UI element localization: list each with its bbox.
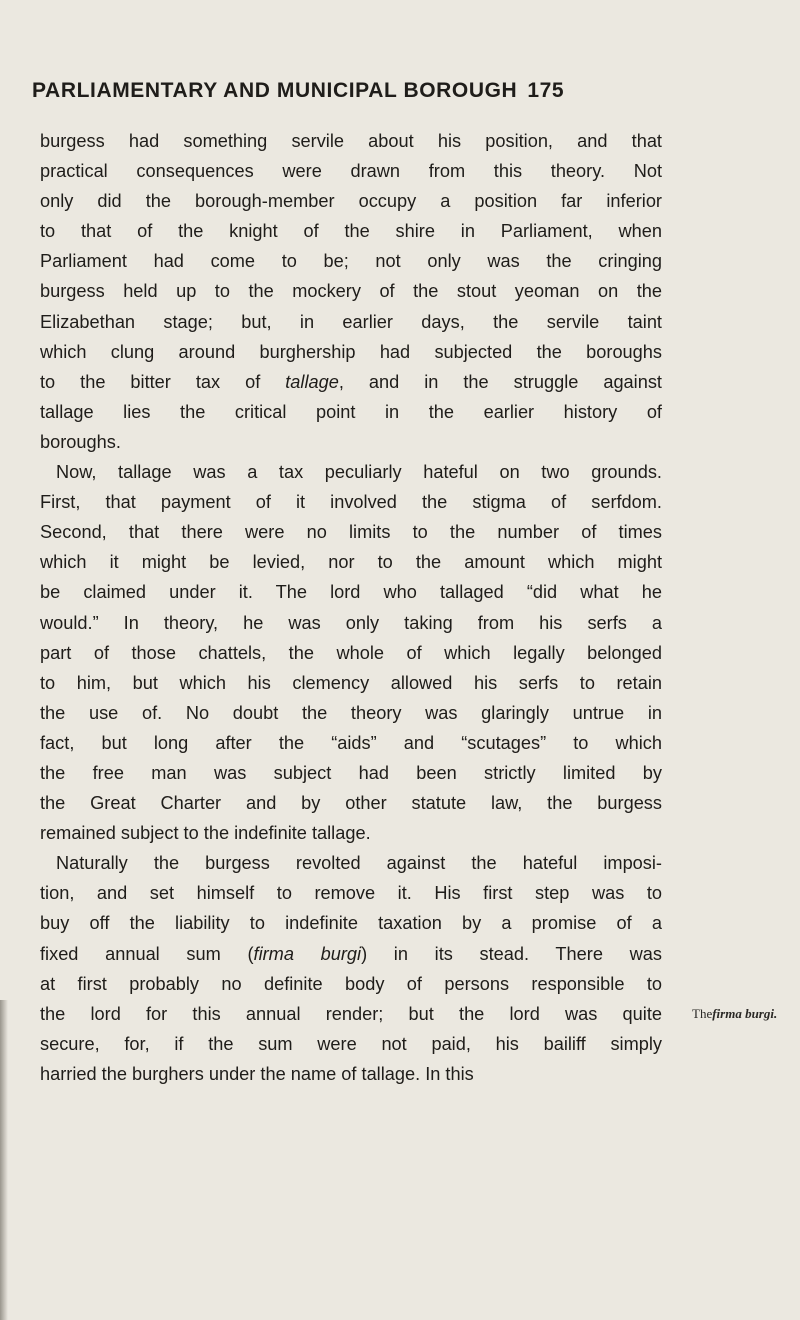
text-line: tallage lies the critical point in the earlier history of <box>40 401 662 422</box>
italic-term: tallage <box>285 371 339 392</box>
page-gutter-shadow <box>0 1000 8 1320</box>
text-line: which it might be levied, nor to the amount which might <box>40 552 662 573</box>
text-line: Second, that there were no limits to the number of times <box>40 522 662 543</box>
text-line <box>40 939 662 969</box>
text-line: Elizabethan stage; but, in earlier days, the servile taint <box>40 311 662 332</box>
running-head <box>32 78 784 104</box>
text-line: to him, but which his clemency allowed his serfs to retain <box>40 672 662 693</box>
text-line: the use of. No doubt the theory was glaringly untrue in <box>40 702 662 723</box>
text-line: secure, for, if the sum were not paid, his bailiff simply <box>40 1033 662 1054</box>
text-line: at first probably no definite body of persons responsible to <box>40 973 662 994</box>
text-line: burgess held up to the mockery of the stout yeoman on the <box>40 281 662 302</box>
italic-term: firma burgi <box>253 943 362 964</box>
text-line: remained subject to the indefinite tallage. <box>40 823 371 844</box>
text-line: buy off the liability to indefinite taxation by a promise of a <box>40 913 662 934</box>
text-line: burgess had something servile about his position, and that <box>40 131 662 151</box>
text-line: the lord for this annual render; but the lord was quite <box>40 1003 662 1024</box>
text-segment: , and in the struggle against <box>338 371 662 392</box>
text-line: to that of the knight of the shire in Parliament, when <box>40 221 662 242</box>
text-segment: fixed annual sum ( <box>40 943 254 964</box>
running-title: PARLIAMENTARY AND MUNICIPAL BOROUGH <box>32 79 518 102</box>
margin-note <box>692 1006 792 1022</box>
margin-note-term: firma burgi. <box>712 1006 778 1021</box>
text-line: First, that payment of it involved the stigma of serfdom. <box>40 492 662 513</box>
text-line: Parliament had come to be; not only was the cringing <box>40 251 662 272</box>
text-line: be claimed under it. The lord who tallaged “did what he <box>40 582 662 603</box>
text-line: which clung around burghership had subjected the boroughs <box>40 341 662 362</box>
text-segment: to the bitter tax of <box>40 371 286 392</box>
text-segment: ) in its stead. There was <box>361 943 662 964</box>
text-line: practical consequences were drawn from this theory. Not <box>40 161 662 182</box>
text-line: tion, and set himself to remove it. His first step was to <box>40 883 662 904</box>
page-number: 175 <box>527 79 565 102</box>
text-line: the free man was subject had been strictly limited by <box>40 762 662 783</box>
text-line: part of those chattels, the whole of which legally belonged <box>40 642 662 663</box>
text-line: would.” In theory, he was only taking from his serfs a <box>40 612 662 633</box>
text-line: boroughs. <box>40 431 121 452</box>
text-line <box>40 367 662 397</box>
text-line: the Great Charter and by other statute law, the burgess <box>40 793 662 814</box>
margin-note-prefix: The <box>692 1006 713 1021</box>
text-line: Naturally the burgess revolted against the hateful imposi- <box>56 853 662 874</box>
body-text <box>40 126 662 1089</box>
text-line: harried the burghers under the name of tallage. In this <box>40 1063 474 1084</box>
text-line: only did the borough-member occupy a position far inferior <box>40 191 662 212</box>
text-line: fact, but long after the “aids” and “scutages” to which <box>40 732 662 753</box>
text-line: Now, tallage was a tax peculiarly hateful on two grounds. <box>56 462 662 483</box>
